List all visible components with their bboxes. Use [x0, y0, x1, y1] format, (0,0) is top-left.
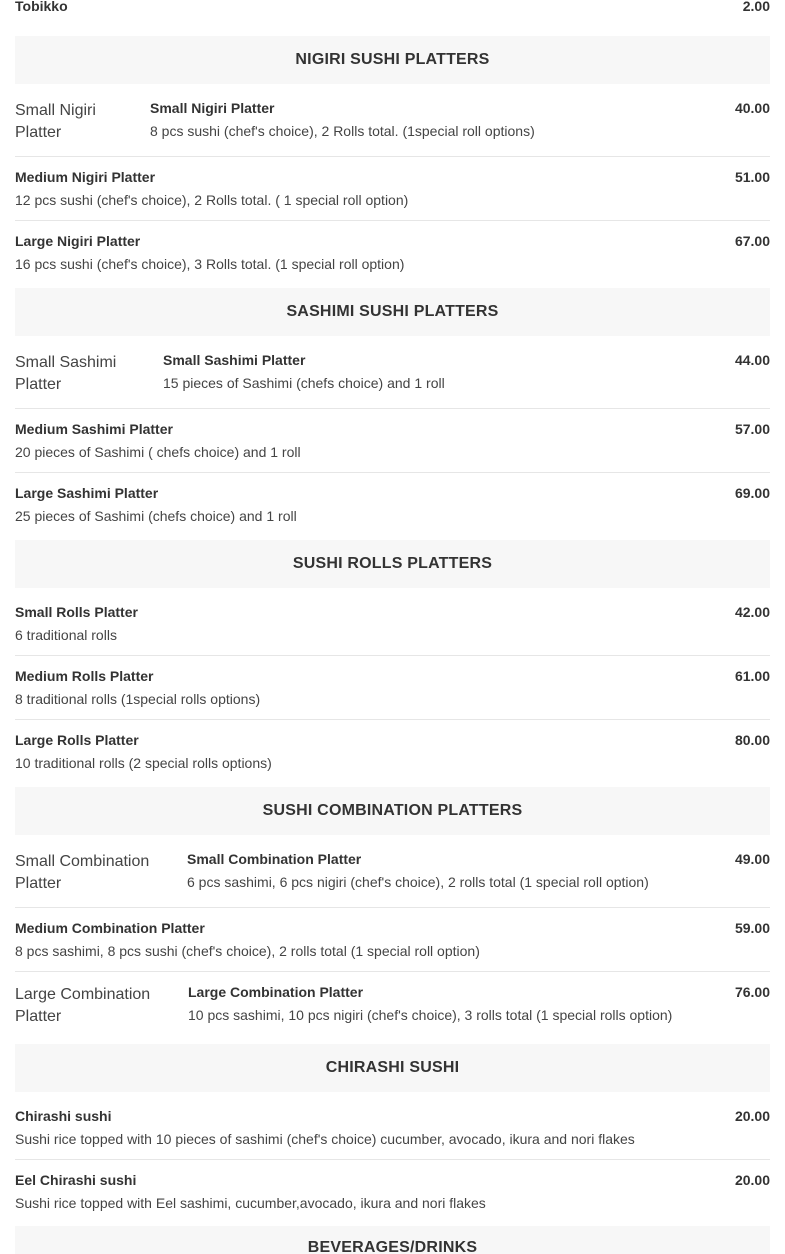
menu-item-price: 59.00 — [734, 920, 770, 936]
menu-item-price: 69.00 — [734, 485, 770, 501]
menu-item-description: 6 traditional rolls — [15, 627, 117, 643]
menu-item-price: 61.00 — [734, 668, 770, 684]
menu-item-description: 16 pcs sushi (chef's choice), 3 Rolls total. (1 special roll option) — [15, 256, 405, 272]
menu-item-image[interactable]: Small Combination Platter — [15, 853, 150, 892]
menu-item-description: 25 pieces of Sashimi (chefs choice) and 1 roll — [15, 508, 297, 524]
menu-item-name[interactable]: Large Combination Platter — [188, 984, 364, 1000]
menu-item-price: 80.00 — [734, 732, 770, 748]
menu-item-name[interactable]: Small Nigiri Platter — [150, 100, 275, 116]
menu-item-price: 67.00 — [734, 233, 770, 249]
divider — [15, 907, 770, 908]
section-header-sashimi: SASHIMI SUSHI PLATTERS — [15, 288, 770, 336]
menu-item-price: 44.00 — [734, 352, 770, 368]
menu-item-name[interactable]: Small Rolls Platter — [15, 604, 138, 620]
section-header-beverages: BEVERAGES/DRINKS — [15, 1226, 770, 1254]
menu-item-image[interactable]: Large Combination Platter — [15, 986, 151, 1025]
menu-item-description: 8 traditional rolls (1special rolls options) — [15, 691, 261, 707]
menu-item-name[interactable]: Chirashi sushi — [15, 1108, 112, 1124]
menu-item-description: 8 pcs sushi (chef's choice), 2 Rolls total. (1special roll options) — [150, 123, 535, 139]
menu-item-price: 20.00 — [734, 1108, 770, 1124]
divider — [15, 220, 770, 221]
menu-item-description: 8 pcs sashimi, 8 pcs sushi (chef's choice), 2 rolls total (1 special roll option) — [15, 943, 480, 959]
menu-item-description: 15 pieces of Sashimi (chefs choice) and 1 roll — [163, 375, 445, 391]
menu-item-name[interactable]: Medium Nigiri Platter — [15, 169, 156, 185]
menu-item-image[interactable]: Small Sashimi Platter — [15, 354, 117, 393]
divider — [15, 655, 770, 656]
menu-item-name[interactable]: Medium Rolls Platter — [15, 668, 154, 684]
menu-item-description: 6 pcs sashimi, 6 pcs nigiri (chef's choice), 2 rolls total (1 special roll option) — [187, 874, 649, 890]
menu-item-name[interactable]: Large Rolls Platter — [15, 732, 139, 748]
menu-item-name[interactable]: Large Nigiri Platter — [15, 233, 141, 249]
menu-item-name[interactable]: Medium Sashimi Platter — [15, 421, 173, 437]
menu-item-description: 12 pcs sushi (chef's choice), 2 Rolls total. ( 1 special roll option) — [15, 192, 409, 208]
menu-item-price: 49.00 — [734, 851, 770, 867]
section-header-combination: SUSHI COMBINATION PLATTERS — [15, 787, 770, 835]
menu-item-price: 76.00 — [734, 984, 770, 1000]
menu-item-name[interactable]: Eel Chirashi sushi — [15, 1172, 137, 1188]
menu-item-description: Sushi rice topped with 10 pieces of sashimi (chef's choice) cucumber, avocado, ikura and nori flakes — [15, 1131, 635, 1147]
divider — [15, 971, 770, 972]
divider — [15, 156, 770, 157]
section-header-rolls: SUSHI ROLLS PLATTERS — [15, 540, 770, 588]
menu-item-description: 10 traditional rolls (2 special rolls options) — [15, 755, 272, 771]
divider — [15, 719, 770, 720]
section-header-nigiri: NIGIRI SUSHI PLATTERS — [15, 36, 770, 84]
section-header-chirashi: CHIRASHI SUSHI — [15, 1044, 770, 1092]
menu-item-name[interactable]: Large Sashimi Platter — [15, 485, 159, 501]
menu-item-image[interactable]: Small Nigiri Platter — [15, 102, 96, 141]
menu-item-name[interactable]: Medium Combination Platter — [15, 920, 205, 936]
menu-item-description: 20 pieces of Sashimi ( chefs choice) and 1 roll — [15, 444, 301, 460]
menu-item-price: 2.00 — [742, 0, 770, 14]
menu-item-price: 51.00 — [734, 169, 770, 185]
menu-item-price: 40.00 — [734, 100, 770, 116]
menu-item-name[interactable]: Small Sashimi Platter — [163, 352, 306, 368]
menu-item-description: Sushi rice topped with Eel sashimi, cucumber,avocado, ikura and nori flakes — [15, 1195, 486, 1211]
divider — [15, 1159, 770, 1160]
divider — [15, 472, 770, 473]
menu-item-price: 42.00 — [734, 604, 770, 620]
menu-item-price: 57.00 — [734, 421, 770, 437]
divider — [15, 408, 770, 409]
menu-item-name[interactable]: Tobikko — [15, 0, 68, 14]
menu-item-price: 20.00 — [734, 1172, 770, 1188]
menu-item-description: 10 pcs sashimi, 10 pcs nigiri (chef's choice), 3 rolls total (1 special rolls option) — [188, 1007, 673, 1023]
menu-item-name[interactable]: Small Combination Platter — [187, 851, 362, 867]
